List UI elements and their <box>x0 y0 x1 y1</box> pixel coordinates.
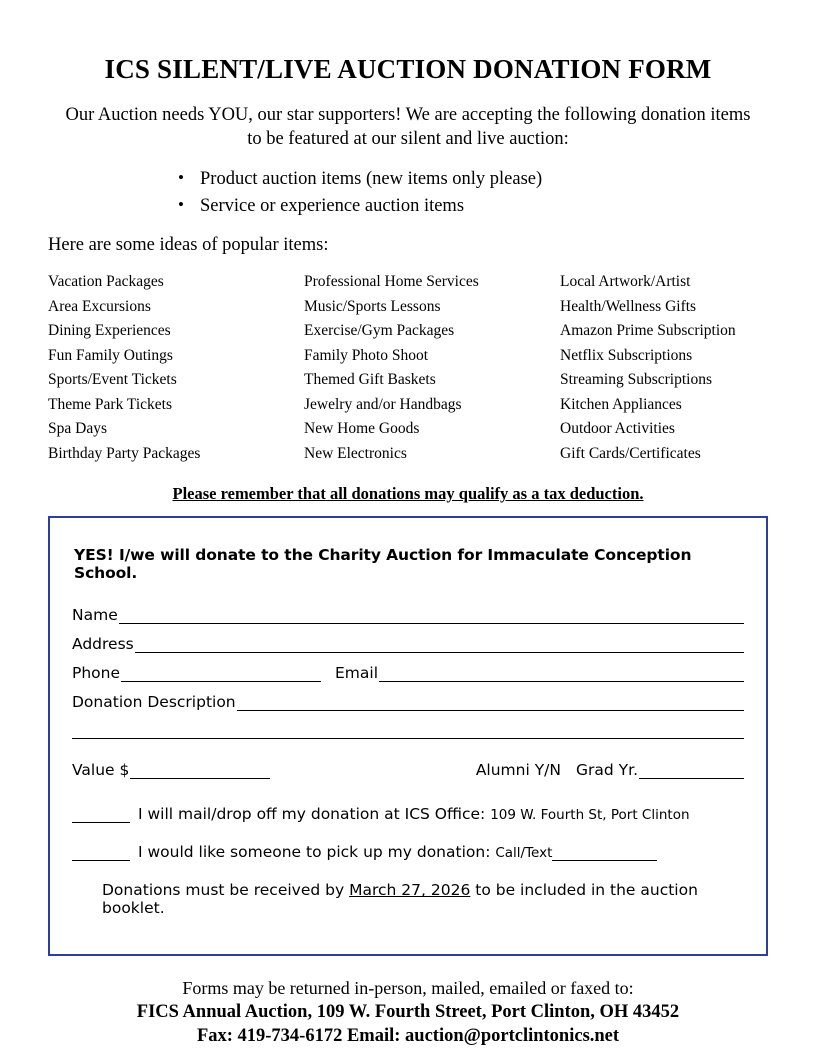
list-item: Jewelry and/or Handbags <box>304 395 462 413</box>
list-item: Sports/Event Tickets <box>48 371 177 389</box>
footer <box>48 978 768 1047</box>
mail-option-row <box>72 805 744 823</box>
deadline-prefix: Donations must be received by <box>102 881 345 900</box>
pickup-option-row <box>72 843 744 861</box>
value-input[interactable] <box>130 763 270 779</box>
mail-option-label: I will mail/drop off my donation at ICS Office: <box>138 805 486 824</box>
page-title: ICS SILENT/LIVE AUCTION DONATION FORM <box>104 54 712 84</box>
list-item: Family Photo Shoot <box>304 346 429 364</box>
grad-year-input[interactable] <box>639 763 744 779</box>
ideas-column-2 <box>304 270 560 466</box>
value-label: Value $ <box>72 761 130 780</box>
ics-office-address: 109 W. Fourth St, Port Clinton <box>490 807 690 824</box>
list-item: Outdoor Activities <box>560 420 675 438</box>
description-input-line2[interactable] <box>72 722 744 739</box>
list-item: Spa Days <box>48 420 107 438</box>
description-input[interactable] <box>237 695 744 711</box>
name-label: Name <box>72 606 118 625</box>
list-item: • Service or experience auction items <box>48 193 768 220</box>
description-row <box>72 693 744 711</box>
list-item: Music/Sports Lessons <box>304 297 441 315</box>
list-item: Health/Wellness Gifts <box>560 297 697 315</box>
footer-line-2: FICS Annual Auction, 109 W. Fourth Street, Port Clinton, OH 43452 <box>136 1002 680 1023</box>
name-row <box>72 606 744 624</box>
list-item: Kitchen Appliances <box>560 395 682 413</box>
pickup-contact-label: Call/Text <box>495 845 553 862</box>
list-item: Themed Gift Baskets <box>304 371 436 389</box>
list-item: Area Excursions <box>48 297 151 315</box>
name-input[interactable] <box>119 608 744 624</box>
deadline-suffix: to be included in the auction booklet. <box>102 881 698 918</box>
list-item: Theme Park Tickets <box>48 395 172 413</box>
phone-email-row <box>72 664 744 682</box>
list-item: Professional Home Services <box>304 273 479 291</box>
pickup-option-label: I would like someone to pick up my donation: <box>138 843 491 862</box>
form-heading: YES! I/we will donate to the Charity Auction for Immaculate Conception School. <box>74 546 692 583</box>
ideas-column-1 <box>48 270 304 466</box>
description-label: Donation Description <box>72 693 236 712</box>
ideas-lead-text: Here are some ideas of popular items: <box>48 235 329 256</box>
ideas-column-3 <box>560 270 770 466</box>
pickup-contact-input[interactable] <box>552 845 657 861</box>
list-item: Birthday Party Packages <box>48 444 201 462</box>
list-item: Amazon Prime Subscription <box>560 322 736 340</box>
intro-paragraph: Our Auction needs YOU, our star supporters! We are accepting the following donation items to be featured at our silent and live auction: <box>65 105 751 150</box>
deadline-note <box>102 881 744 917</box>
email-label: Email <box>335 664 379 683</box>
list-item: New Electronics <box>304 444 407 462</box>
pickup-option-checkbox-blank[interactable] <box>72 845 130 861</box>
list-item: Netflix Subscriptions <box>560 346 693 364</box>
donation-form-box <box>48 516 768 956</box>
tax-deduction-note: Please remember that all donations may qualify as a tax deduction. <box>172 484 644 504</box>
list-item: Vacation Packages <box>48 273 164 291</box>
address-label: Address <box>72 635 134 654</box>
list-item: Local Artwork/Artist <box>560 273 691 291</box>
value-alumni-row <box>72 761 744 779</box>
address-row <box>72 635 744 653</box>
email-input[interactable] <box>379 666 744 682</box>
address-input[interactable] <box>135 637 744 653</box>
deadline-date: March 27, 2026 <box>349 881 471 900</box>
list-item: Gift Cards/Certificates <box>560 444 701 462</box>
donation-types-list <box>48 166 768 220</box>
popular-items-columns <box>48 270 768 466</box>
list-item: Exercise/Gym Packages <box>304 322 455 340</box>
list-item: Fun Family Outings <box>48 346 173 364</box>
list-item: Streaming Subscriptions <box>560 371 712 389</box>
grad-year-label: Grad Yr. <box>576 761 638 780</box>
mail-option-checkbox-blank[interactable] <box>72 807 130 823</box>
footer-line-1: Forms may be returned in-person, mailed, emailed or faxed to: <box>182 978 634 999</box>
phone-label: Phone <box>72 664 121 683</box>
list-item: Dining Experiences <box>48 322 171 340</box>
list-item: New Home Goods <box>304 420 420 438</box>
alumni-label[interactable]: Alumni Y/N <box>475 761 561 780</box>
phone-input[interactable] <box>121 666 321 682</box>
list-item: • Product auction items (new items only please) <box>48 166 768 193</box>
footer-line-3: Fax: 419-734-6172 Email: auction@portclintonics.net <box>196 1026 620 1047</box>
